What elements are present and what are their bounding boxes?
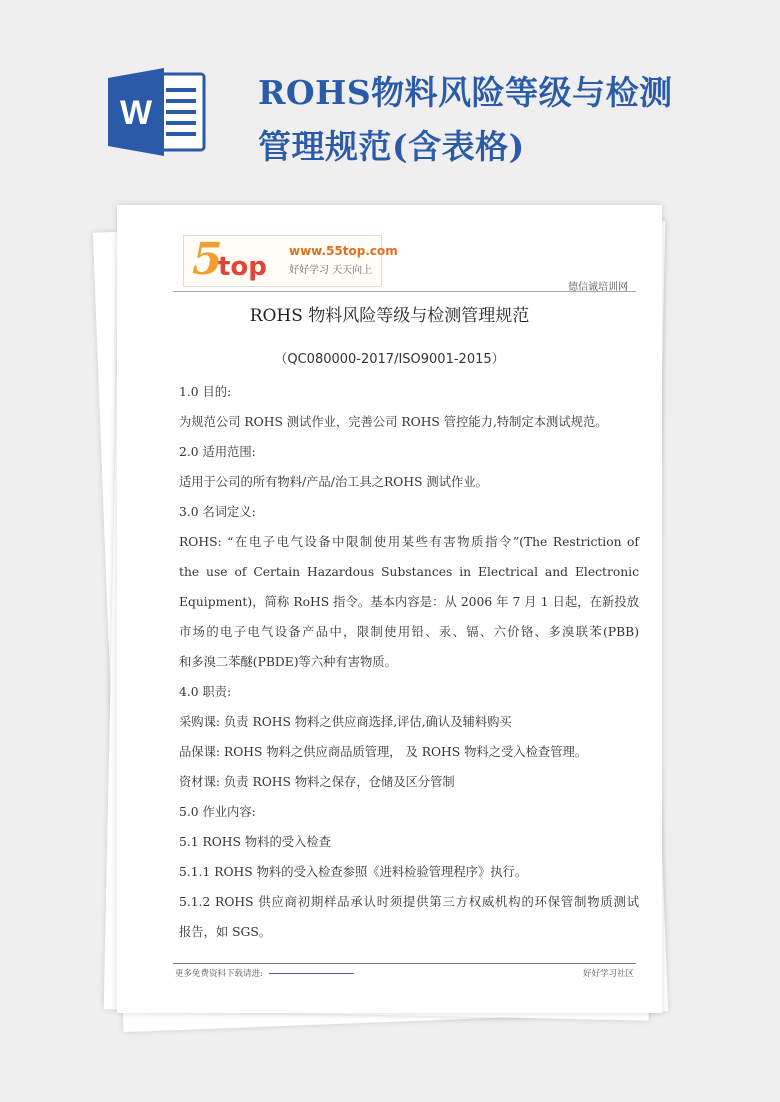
svg-text:W: W <box>119 94 153 132</box>
text-line: 和多溴二苯醚(PBDE)等六种有害物质。 <box>179 655 397 669</box>
text-line: 3.0 名词定义: <box>179 505 256 519</box>
text-line: 适用于公司的所有物料/产品/治工具之ROHS 测试作业。 <box>179 475 488 489</box>
text-line: ROHS: “在电子电气设备中限制使用某些有害物质指令”(The Restriction of <box>179 535 639 549</box>
logo-url: www.55top.com <box>289 244 398 258</box>
text-line: 5.1 ROHS 物料的受入检查 <box>179 835 331 849</box>
text-line: 4.0 职责: <box>179 685 232 699</box>
text-line: 资材课: 负责 ROHS 物料之保存，仓储及区分管制 <box>179 775 455 789</box>
footer-left <box>175 967 354 979</box>
text-line: 市场的电子电气设备产品中，限制使用铅、汞、镉、六价铬、多溴联苯(PBB) <box>179 625 639 639</box>
footer-left-text: 更多免费资料下载请进: <box>175 969 263 979</box>
logo: 5 top www.55top.com 好好学习 天天向上 <box>183 235 382 287</box>
text-line: 2.0 适用范围: <box>179 445 256 459</box>
text-line: 报告，如 SGS。 <box>179 925 272 939</box>
word-icon <box>108 68 208 156</box>
text-line: 采购课: 负责 ROHS 物料之供应商选择,评估,确认及辅料购买 <box>179 715 512 729</box>
text-line: 品保课: ROHS 物料之供应商品质管理， 及 ROHS 物料之受入检查管理。 <box>179 745 588 759</box>
document-title: ROHS 物料风险等级与检测管理规范 <box>249 306 530 326</box>
header-right-text: 德信诚培训网 <box>568 282 628 293</box>
footer-divider <box>173 963 636 964</box>
text-line: 为规范公司 ROHS 测试作业，完善公司 ROHS 管控能力,特制定本测试规范。 <box>179 415 608 429</box>
text-line: 5.0 作业内容: <box>179 805 256 819</box>
logo-slogan: 好好学习 天天向上 <box>289 265 373 276</box>
document-subtitle: （QC080000-2017/ISO9001-2015） <box>274 352 505 367</box>
text-line: 5.1.2 ROHS 供应商初期样品承认时须提供第三方权威机构的环保管制物质测试 <box>179 895 639 909</box>
text-line: the use of Certain Hazardous Substances in Electrical and Electronic <box>179 565 639 579</box>
text-line: 5.1.1 ROHS 物料的受入检查参照《进料检验管理程序》执行。 <box>179 865 528 879</box>
header-divider <box>173 291 636 292</box>
page-title: ROHS物料风险等级与检测管理规范(含表格) <box>258 73 673 166</box>
footer-link-blank[interactable] <box>269 973 354 974</box>
document-page <box>117 205 662 1013</box>
footer-right-text: 好好学习社区 <box>582 969 634 979</box>
text-line: Equipment)，简称 RoHS 指令。基本内容是：从 2006 年 7 月 1 日起，在新投放 <box>179 595 639 609</box>
document-body <box>179 377 639 947</box>
text-line: 1.0 目的: <box>179 385 232 399</box>
